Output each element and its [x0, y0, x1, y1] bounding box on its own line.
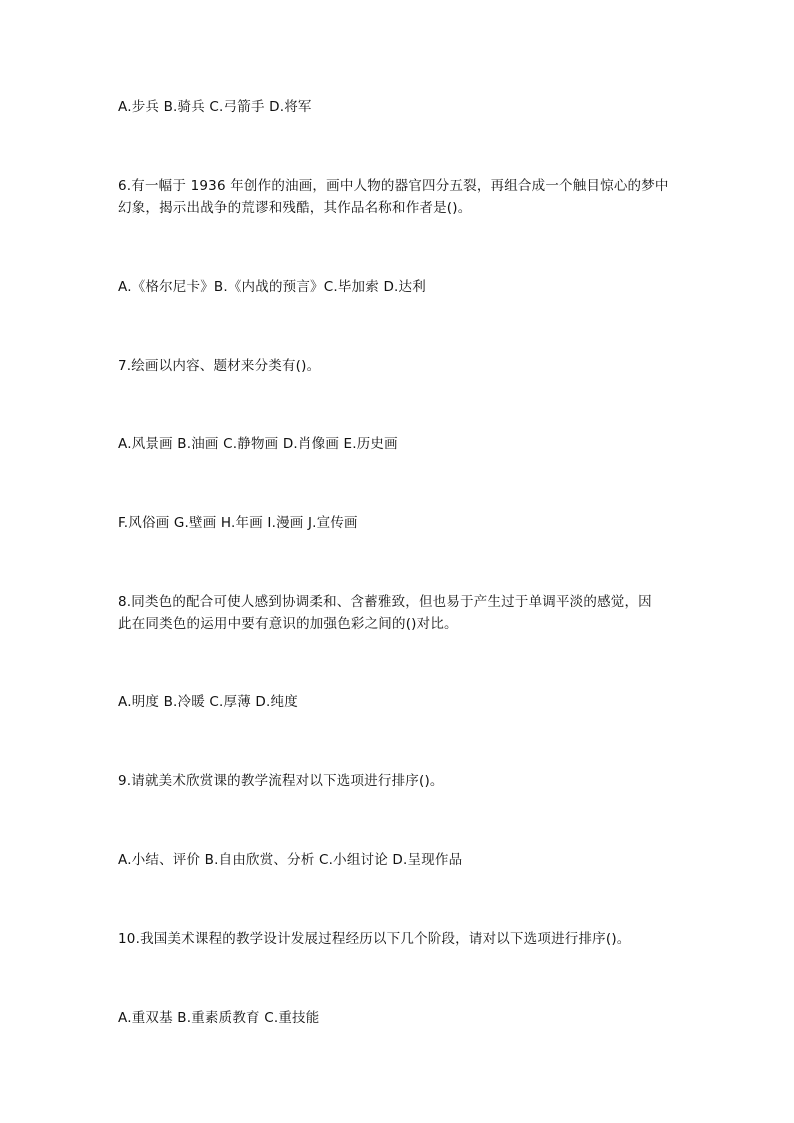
q10-stem: 10.我国美术课程的教学设计发展过程经历以下几个阶段，请对以下选项进行排序()。 — [118, 931, 631, 947]
q8-options: A.明度 B.冷暖 C.厚薄 D.纯度 — [118, 694, 298, 710]
q8-stem-line1: 8.同类色的配合可使人感到协调柔和、含蓄雅致，但也易于产生过于单调平淡的感觉，因 — [118, 594, 652, 610]
q10-options: A.重双基 B.重素质教育 C.重技能 — [118, 1010, 320, 1026]
q7-options-line2: F.风俗画 G.壁画 H.年画 I.漫画 J.宣传画 — [118, 515, 358, 531]
q6-options: A.《格尔尼卡》B.《内战的预言》C.毕加索 D.达利 — [118, 279, 426, 295]
q6-stem-line1: 6.有一幅于 1936 年创作的油画，画中人物的器官四分五裂，再组合成一个触目惊心的梦中 — [118, 178, 669, 194]
q7-options-line1: A.风景画 B.油画 C.静物画 D.肖像画 E.历史画 — [118, 436, 398, 452]
q9-stem: 9.请就美术欣赏课的教学流程对以下选项进行排序()。 — [118, 773, 444, 789]
q7-stem: 7.绘画以内容、题材来分类有()。 — [118, 358, 321, 374]
q6-stem-line2: 幻象，揭示出战争的荒谬和残酷，其作品名称和作者是()。 — [118, 200, 472, 216]
q5-options: A.步兵 B.骑兵 C.弓箭手 D.将军 — [118, 99, 312, 115]
q8-stem-line2: 此在同类色的运用中要有意识的加强色彩之间的()对比。 — [118, 616, 458, 632]
q9-options: A.小结、评价 B.自由欣赏、分析 C.小组讨论 D.呈现作品 — [118, 852, 463, 868]
